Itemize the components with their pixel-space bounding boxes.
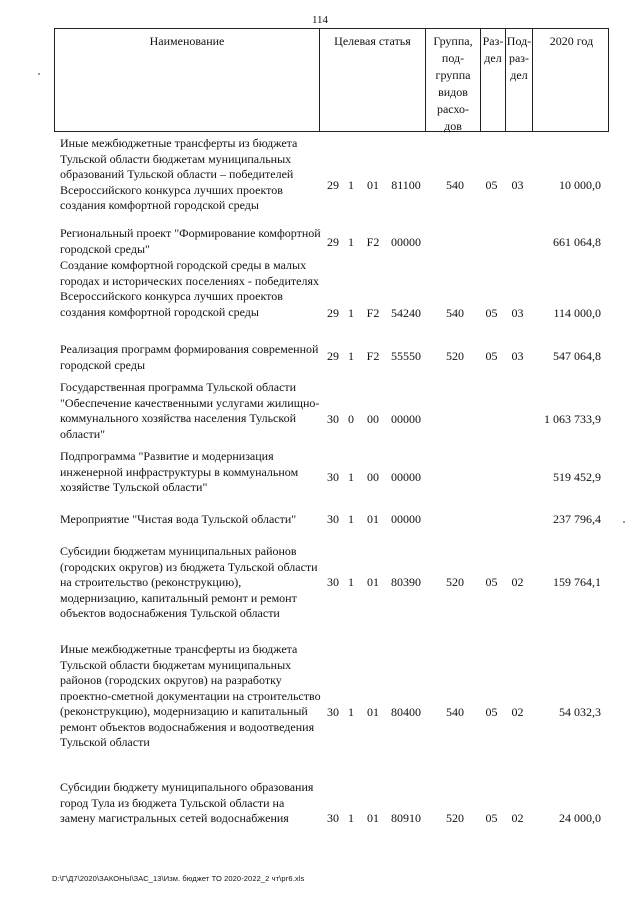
row-name: Государственная программа Тульской области "Обеспечение качественными услугами жилищно-коммунального хозяйства населения Тульской области" [60, 380, 320, 441]
header-section-col [480, 29, 505, 131]
row-code-part-2: 1 [348, 811, 354, 825]
row-amount: 547 064,8 [553, 349, 601, 363]
row-code-part-3: 01 [367, 705, 379, 719]
row-name: Субсидии бюджету муниципального образования город Тула из бюджета Тульской области на замену магистральных сетей водоснабжения [60, 780, 314, 825]
row-group: 540 [446, 705, 464, 719]
row-code-part-4: 00000 [391, 470, 421, 484]
header-subsection-col [505, 29, 532, 131]
row-code-part-1: 29 [327, 306, 339, 320]
row-code-part-3: F2 [366, 235, 380, 249]
header-year: 2020 год [549, 34, 594, 48]
row-code-part-3: 01 [367, 178, 379, 192]
row-code-part-4: 00000 [391, 235, 421, 249]
row-group: 520 [446, 349, 464, 363]
row-code-part-2: 1 [348, 306, 354, 320]
row-code-part-4: 54240 [391, 306, 421, 320]
scan-dot [38, 73, 40, 75]
row-code-part-3: 01 [367, 512, 379, 526]
row-code-part-1: 30 [327, 412, 339, 426]
row-code-part-2: 1 [348, 470, 354, 484]
row-code-part-3: 01 [367, 811, 379, 825]
row-code-part-4: 55550 [391, 349, 421, 363]
row-amount: 114 000,0 [553, 306, 601, 320]
row-code-part-1: 29 [327, 235, 339, 249]
row-amount: 519 452,9 [553, 470, 601, 484]
row-name: Реализация программ формирования современной городской среды [60, 342, 319, 372]
file-path-footer: D:\Г\Д7\2020\ЗАКОНЫ\ЗАС_13\Изм. бюджет ТО 2020-2022_2 чт\рг6.xls [52, 874, 305, 883]
header-target-article: Целевая статья [334, 34, 411, 48]
row-secode-part-tion: 05 [485, 306, 498, 320]
header-name: Наименование [149, 34, 225, 48]
row-name: Мероприятие "Чистая вода Тульской области" [60, 512, 297, 526]
row-name: Подпрограмма "Развитие и модернизация инженерной инфраструктуры в коммунальном хозяйстве Тульской области" [60, 449, 299, 494]
row-group: 540 [446, 178, 464, 192]
row-amount: 661 064,8 [553, 235, 601, 249]
row-group: 520 [446, 811, 464, 825]
row-name: Иные межбюджетные трансферты из бюджета Тульской области бюджетам муниципальных районов (городских округов) на разработку проектно-сметной документации на строительство (реконструкцию), модернизацию и капитальный ремонт объектов водоснабжения и водоотведения Тульской области [60, 642, 321, 749]
row-secode-part-tion: 05 [485, 178, 498, 192]
row-group: 540 [446, 306, 464, 320]
row-code-part-2: 1 [348, 705, 354, 719]
row-code-part-1: 29 [327, 178, 339, 192]
row-code-part-3: F2 [366, 306, 380, 320]
row-code-part-2: 1 [348, 178, 354, 192]
table-header [54, 28, 609, 132]
row-name: Субсидии бюджетам муниципальных районов (городских округов) из бюджета Тульской области на строительство (реконструкцию), модернизацию, капитальный ремонт и ремонт объектов водоснабжения Тульской области [60, 544, 318, 620]
row-amount: 237 796,4 [553, 512, 601, 526]
header-year-col [532, 29, 610, 131]
header-name-col [55, 29, 319, 131]
row-subsecode-part-tion: 03 [511, 306, 524, 320]
row-secode-part-tion: 05 [485, 705, 498, 719]
row-code-part-2: 1 [348, 512, 354, 526]
row-amount: 24 000,0 [559, 811, 601, 825]
row-code-part-2: 1 [348, 575, 354, 589]
row-code-part-4: 00000 [391, 412, 421, 426]
row-name: Региональный проект "Формирование комфортной городской среды" [60, 226, 321, 256]
row-amount: 54 032,3 [559, 705, 601, 719]
row-code-part-1: 30 [327, 705, 339, 719]
page-number: 114 [311, 14, 329, 26]
header-section: Раз- дел [482, 34, 504, 65]
row-amount: 159 764,1 [553, 575, 601, 589]
row-code-part-1: 30 [327, 470, 339, 484]
row-amount: 10 000,0 [559, 178, 601, 192]
row-subsecode-part-tion: 02 [511, 811, 524, 825]
row-code-part-4: 81100 [391, 178, 421, 192]
row-code-part-1: 29 [327, 349, 339, 363]
row-code-part-4: 00000 [391, 512, 421, 526]
row-code-part-2: 1 [348, 235, 354, 249]
row-code-part-2: 1 [348, 349, 354, 363]
row-code-part-3: 00 [367, 470, 379, 484]
row-code-part-3: 01 [367, 575, 379, 589]
row-name: Иные межбюджетные трансферты из бюджета Тульской области бюджетам муниципальных образований Тульской области – победителей Всероссийского конкурса лучших проектов создания комфортной городской среды [60, 136, 298, 212]
row-code-part-1: 30 [327, 811, 339, 825]
row-secode-part-tion: 05 [485, 349, 498, 363]
row-code-part-3: 00 [367, 412, 379, 426]
header-subsection: Под- раз- дел [506, 34, 532, 82]
row-subsecode-part-tion: 03 [511, 349, 524, 363]
row-code-part-2: 0 [348, 412, 354, 426]
scan-dot [623, 521, 625, 523]
row-code-part-4: 80400 [391, 705, 421, 719]
row-code-part-1: 30 [327, 575, 339, 589]
row-secode-part-tion: 05 [485, 575, 498, 589]
header-target-col [319, 29, 425, 131]
row-subsecode-part-tion: 02 [511, 575, 524, 589]
row-group: 520 [446, 575, 464, 589]
row-code-part-3: F2 [366, 349, 380, 363]
row-amount: 1 063 733,9 [544, 412, 601, 426]
row-code-part-4: 80390 [391, 575, 421, 589]
header-group-col [425, 29, 480, 131]
row-secode-part-tion: 05 [485, 811, 498, 825]
row-name: Создание комфортной городской среды в малых городах и исторических поселениях - победителях Всероссийского конкурса лучших проектов создания комфортной городской среды [60, 258, 319, 319]
row-subsecode-part-tion: 02 [511, 705, 524, 719]
header-group: Группа, под- группа видов расхо- дов [433, 34, 473, 133]
row-code-part-4: 80910 [391, 811, 421, 825]
row-code-part-1: 30 [327, 512, 339, 526]
row-subsecode-part-tion: 03 [511, 178, 524, 192]
